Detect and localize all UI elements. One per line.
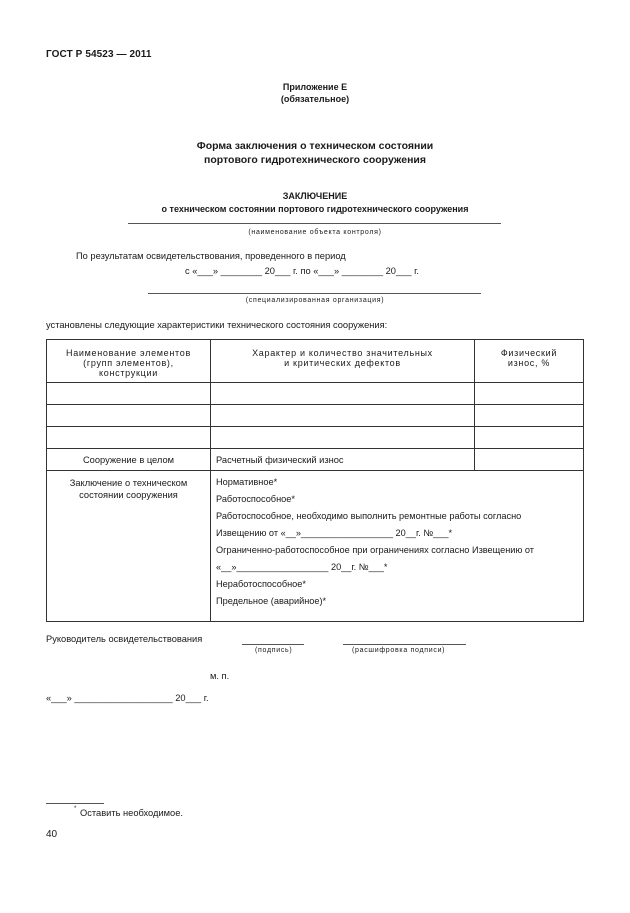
condition-options xyxy=(211,471,584,622)
form-title-line1: Форма заключения о техническом состоянии xyxy=(196,140,434,152)
table-row xyxy=(47,405,584,427)
footnote-separator xyxy=(46,803,104,804)
signature-decode-caption: (расшифровка подписи) xyxy=(352,647,446,654)
organization-line xyxy=(148,293,481,294)
signature-caption: (подпись) xyxy=(255,647,293,654)
footnote-text: Оставить необходимое. xyxy=(80,808,183,818)
condition-limited: Ограниченно-работоспособное при ограничениях согласно Извещению от xyxy=(216,545,534,555)
head-of-inspection-label: Руководитель освидетельствования xyxy=(46,634,203,644)
conclusion-row xyxy=(47,471,584,622)
appendix-status: (обязательное) xyxy=(280,94,350,104)
form-title-line2: портового гидротехнического сооружения xyxy=(204,154,426,166)
signature-date: «___» ___________________ 20___ г. xyxy=(46,693,209,703)
appendix-title: Приложение Е xyxy=(282,82,348,92)
characteristics-table xyxy=(46,339,584,622)
period-line1: По результатам освидетельствования, проведенного в период xyxy=(76,251,346,261)
object-name-caption: (наименование объекта контроля) xyxy=(248,229,382,236)
summary-structure-label: Сооружение в целом xyxy=(47,449,211,471)
condition-repair: Работоспособное, необходимо выполнить ремонтные работы согласно xyxy=(216,511,522,521)
summary-wear-value xyxy=(475,449,584,471)
organization-caption: (специализированная организация) xyxy=(245,297,385,304)
condition-normative: Нормативное* xyxy=(216,477,278,487)
signature-line xyxy=(242,644,304,645)
condition-operable: Работоспособное* xyxy=(216,494,295,504)
condition-inoperable: Неработоспособное* xyxy=(216,579,306,589)
col-defects-header: Характер и количество значительных и критических дефектов xyxy=(211,340,475,383)
signature-decode-line xyxy=(343,644,466,645)
period-line2: с «___» ________ 20___ г. по «___» ________ 20___ г. xyxy=(185,266,419,276)
table-header-row xyxy=(47,340,584,383)
footnote-mark: * xyxy=(74,806,77,812)
page-number: 40 xyxy=(46,829,58,840)
col-elements-header: Наименование элементов (групп элементов), конструкции xyxy=(47,340,211,383)
object-name-line xyxy=(128,223,501,224)
conclusion-label: Заключение о техническом состоянии сооружения xyxy=(47,471,211,622)
standard-header: ГОСТ Р 54523 — 2011 xyxy=(46,49,152,60)
stamp-place: м. п. xyxy=(210,671,230,681)
summary-row xyxy=(47,449,584,471)
established-text: установлены следующие характеристики технического состояния сооружения: xyxy=(46,320,388,330)
col-wear-header: Физический износ, % xyxy=(475,340,584,383)
condition-emergency: Предельное (аварийное)* xyxy=(216,596,327,606)
condition-limited-notice: «__»__________________ 20__г. №___* xyxy=(216,562,388,572)
table-row xyxy=(47,427,584,449)
summary-wear-label: Расчетный физический износ xyxy=(211,449,475,471)
condition-repair-notice: Извещению от «__»__________________ 20__г. №___* xyxy=(216,528,453,538)
conclusion-subtitle: о техническом состоянии портового гидротехнического сооружения xyxy=(161,204,469,214)
table-row xyxy=(47,383,584,405)
conclusion-title: ЗАКЛЮЧЕНИЕ xyxy=(282,191,348,201)
